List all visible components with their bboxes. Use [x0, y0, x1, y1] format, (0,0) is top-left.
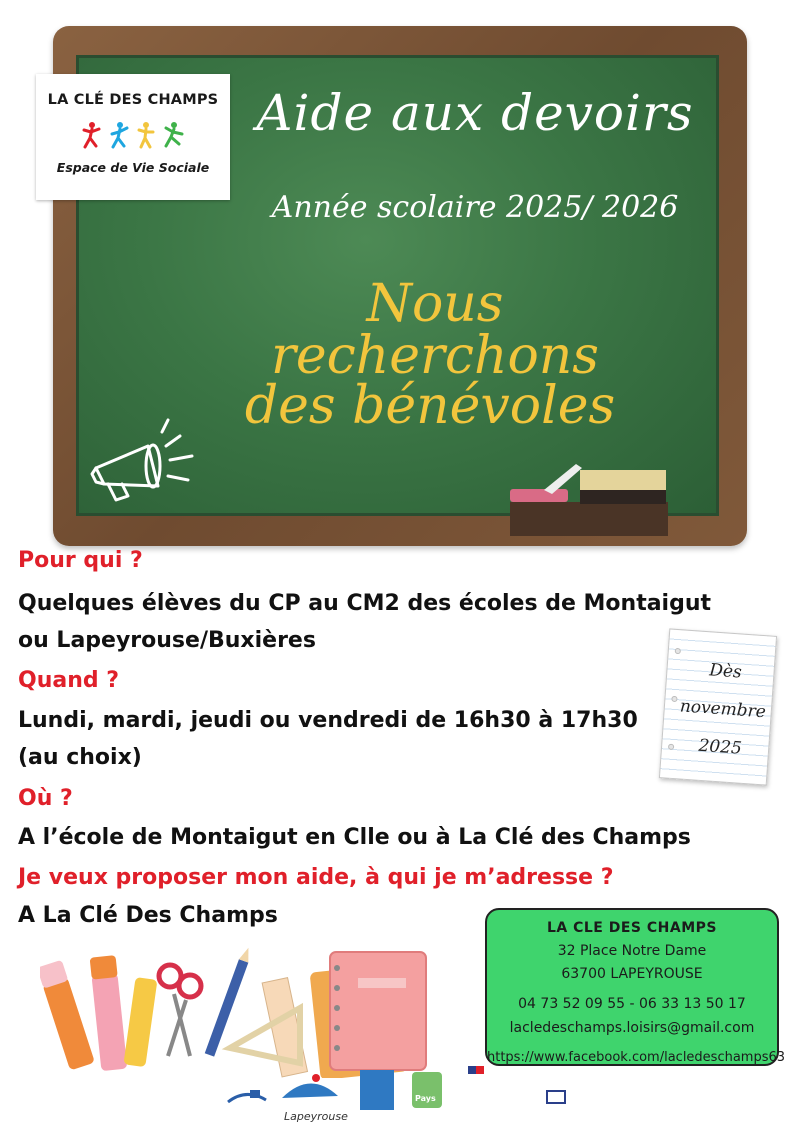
answer-who-to-contact: A La Clé Des Champs [18, 903, 278, 928]
contact-address-line-2: 63700 LAPEYROUSE [561, 966, 703, 982]
caf-logo [360, 1070, 394, 1110]
service-logo [546, 1090, 566, 1104]
board-title: Aide aux devoirs [256, 84, 694, 142]
organization-logo [36, 74, 230, 200]
contact-address-line-1: 32 Place Notre Dame [557, 943, 707, 959]
logo-title: LA CLÉ DES CHAMPS [47, 92, 219, 108]
contact-facebook-link[interactable]: https://www.facebook.com/lacledeschamps63 [487, 1050, 786, 1065]
answer-where: A l’école de Montaigut en Clle ou à La Clé des Champs [18, 825, 691, 850]
pays-label: Pays [415, 1094, 436, 1103]
note-punch-hole [675, 648, 681, 654]
lapeyrouse-logo [278, 1072, 342, 1112]
start-date-note [659, 628, 777, 785]
contact-name: LA CLE DES CHAMPS [546, 920, 717, 936]
contact-phones[interactable]: 04 73 52 09 55 - 06 33 13 50 17 [518, 996, 746, 1012]
question-where: Où ? [18, 786, 73, 811]
headline-line-1: Nous recherchons [271, 274, 599, 386]
school-supplies-illustration [40, 938, 460, 1078]
answer-when-line-2: (au choix) [18, 745, 142, 770]
question-when: Quand ? [18, 668, 120, 693]
note-line-3: 2025 [697, 735, 743, 759]
answer-for-whom-line-2: ou Lapeyrouse/Buxières [18, 628, 316, 653]
note-line-1: Dès [708, 660, 743, 683]
note-line-2: novembre [679, 696, 767, 723]
academie-logo [468, 1066, 516, 1108]
headline-line-2: des bénévoles [244, 376, 616, 436]
eraser-and-chalk-icon [506, 456, 674, 538]
question-for-whom: Pour qui ? [18, 548, 143, 573]
school-year: Année scolaire 2025/ 2026 [271, 190, 679, 225]
question-who-to-contact: Je veux proposer mon aide, à qui je m’adresse ? [18, 865, 614, 890]
running-figures-icon [82, 120, 192, 150]
lapeyrouse-label: Lapeyrouse [284, 1110, 348, 1123]
megaphone-icon [88, 416, 198, 508]
logo-subtitle: Espace de Vie Sociale [56, 160, 210, 175]
answer-when-line-1: Lundi, mardi, jeudi ou vendredi de 16h30 à 17h30 [18, 708, 638, 733]
answer-for-whom-line-1: Quelques élèves du CP au CM2 des écoles de Montaigut [18, 591, 712, 616]
contact-email[interactable]: lacledeschamps.loisirs@gmail.com [509, 1020, 755, 1036]
contact-box [485, 908, 786, 1066]
montaigut-logo [226, 1084, 268, 1110]
